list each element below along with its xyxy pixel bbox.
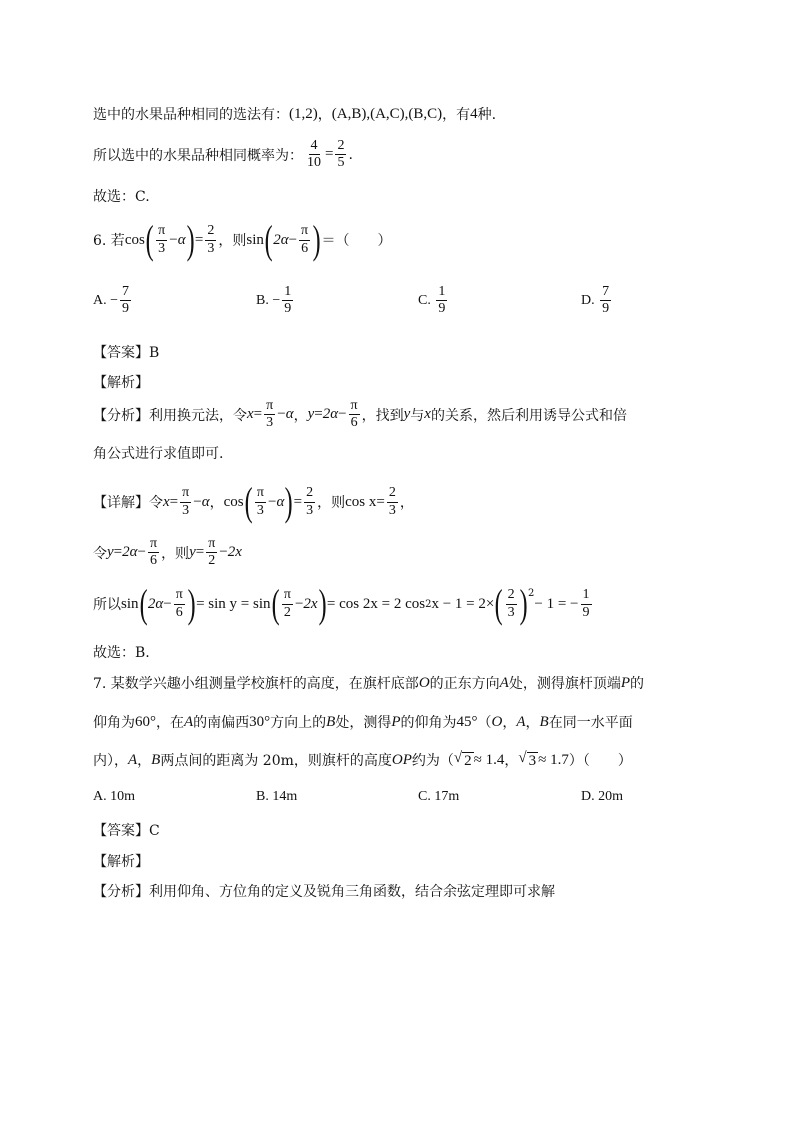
option-a: A. − $\frac{7}{9}$: [93, 284, 130, 317]
option-b: B. − $\frac{1}{9}$: [256, 284, 292, 317]
fraction: $\frac{2}{5}$: [337, 138, 345, 171]
analysis-6-cont: 角公式进行求值即可.: [93, 446, 224, 462]
option-c: C. 17m: [418, 789, 460, 804]
text-line: 选中的水果品种相同的选法有： (1,2) ， (A,B),(A,C),(B,C) ，有 4 种.: [93, 105, 497, 123]
text-line: 故选：C.: [93, 189, 150, 205]
text-line: 所以选中的水果品种相同概率为： $\frac{4}{10}$ = $\frac{2}{5}$ .: [93, 138, 353, 171]
solution-line-3: 所以 sin ( 2α − $\frac{\pi}{6}$ ) = sin y = sin ( $\frac{\pi}{2}$ − 2x ) = cos 2x = 2 cos 2 x − 1 = 2× ( $\frac{2}{3}$ ) $^2$ − 1 = − $\frac{1}{9}$: [93, 581, 590, 626]
option-b: B. 14m: [256, 789, 298, 804]
fraction: $\frac{4}{10}$: [307, 138, 321, 171]
question-7-line-3: 内）， A ， B 两点间的距离为 20m，则旗杆的高度 OP 约为（ √ 2 ≈ 1.4 ， √ 3 ≈ 1.7 ）（ ）: [93, 750, 632, 769]
answer-7: 【答案】C: [93, 823, 160, 839]
text-line: 故选：B.: [93, 645, 150, 661]
analysis-6: 【分析】利用换元法，令 x = $\frac{\pi}{3}$ − α ， y = 2α − $\frac{\pi}{6}$ ，找到 y 与 x 的关系，然后利用诱导公式和倍: [93, 398, 627, 431]
question-7-line-1: 7. 某数学兴趣小组测量学校旗杆的高度，在旗杆底部 O 的正东方向 A 处，测得旗杆顶端 P 的: [93, 674, 644, 692]
question-7-line-2: 仰角为 60° ，在 A 的南偏西 30° 方向上的 B 处，测得 P 的仰角为 45° （ O ， A ， B 在同一水平面: [93, 713, 633, 731]
analysis-7: 【分析】利用仰角、方位角的定义及锐角三角函数，结合余弦定理即可求解: [93, 884, 555, 900]
sqrt-2: √ 2: [453, 750, 472, 769]
option-d: D. 20m: [581, 789, 623, 804]
answer-6: 【答案】B: [93, 345, 160, 361]
analysis-heading-7: 【解析】: [93, 854, 149, 870]
question-6: 6. 若 cos ( $\frac{\pi}{3}$ − α ) = $\frac{2}{3}$ ，则 sin ( 2α − $\frac{\pi}{6}$ ) ＝（ ）: [93, 217, 392, 262]
option-c: C. $\frac{1}{9}$: [418, 284, 446, 317]
solution-line-2: 令 y = 2α − $\frac{\pi}{6}$ ，则 y = $\frac{\pi}{2}$ − 2x: [93, 536, 242, 569]
option-a: A. 10m: [93, 789, 135, 804]
sqrt-3: √ 3: [518, 750, 537, 769]
analysis-heading-6: 【解析】: [93, 375, 149, 391]
solution-line-1: 【详解】令 x = $\frac{\pi}{3}$ − α ， cos ( $\frac{\pi}{3}$ − α ) = $\frac{2}{3}$ ，则 cos x = $\frac{2}{3}$ ，: [93, 479, 414, 524]
option-d: D. $\frac{7}{9}$: [581, 284, 610, 317]
